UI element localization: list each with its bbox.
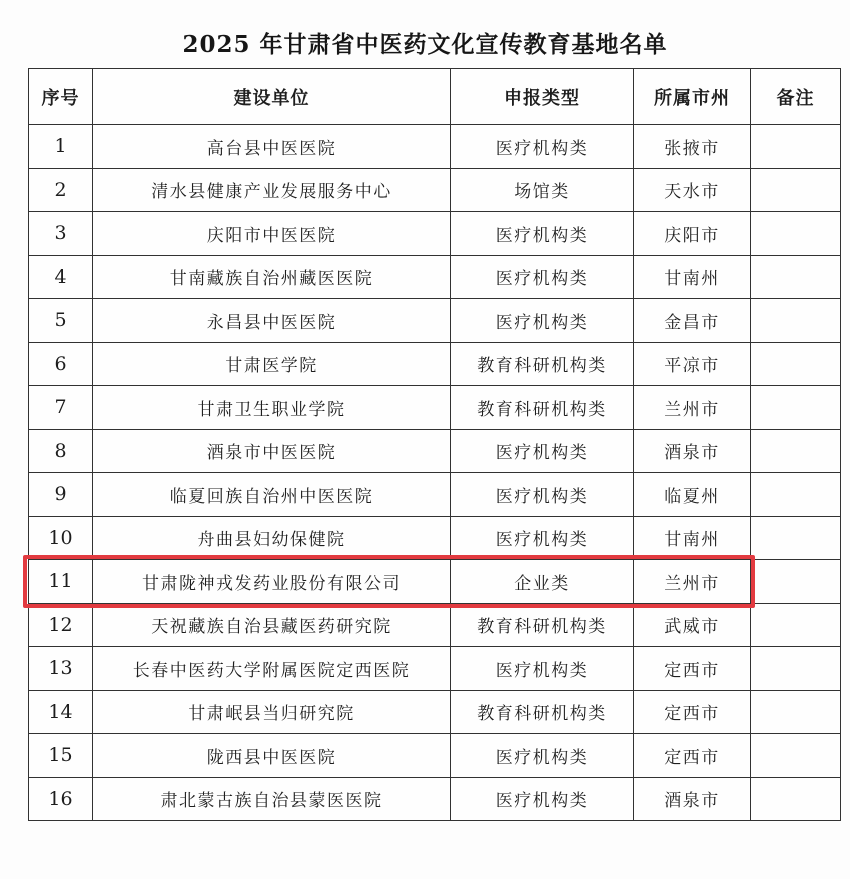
table-row <box>29 560 841 604</box>
table-row <box>29 299 841 343</box>
cell-city: 甘南州 <box>634 516 751 560</box>
cell-type: 教育科研机构类 <box>451 603 634 647</box>
cell-unit: 清水县健康产业发展服务中心 <box>93 168 451 212</box>
table-row <box>29 386 841 430</box>
cell-index: 15 <box>29 734 93 778</box>
table-row <box>29 255 841 299</box>
cell-unit: 甘肃卫生职业学院 <box>93 386 451 430</box>
cell-remark <box>751 647 841 691</box>
cell-city: 兰州市 <box>634 386 751 430</box>
cell-remark <box>751 473 841 517</box>
cell-city: 金昌市 <box>634 299 751 343</box>
table-row <box>29 473 841 517</box>
table-row <box>29 212 841 256</box>
header-cell-city: 所属市州 <box>634 69 751 125</box>
cell-remark <box>751 516 841 560</box>
cell-city: 酒泉市 <box>634 429 751 473</box>
cell-type: 医疗机构类 <box>451 212 634 256</box>
cell-city: 酒泉市 <box>634 777 751 821</box>
cell-type: 医疗机构类 <box>451 429 634 473</box>
table-row <box>29 168 841 212</box>
cell-type: 医疗机构类 <box>451 473 634 517</box>
cell-type: 医疗机构类 <box>451 299 634 343</box>
table-body <box>29 125 841 821</box>
cell-index: 7 <box>29 386 93 430</box>
cell-unit: 舟曲县妇幼保健院 <box>93 516 451 560</box>
cell-unit: 肃北蒙古族自治县蒙医医院 <box>93 777 451 821</box>
header-cell-remark: 备注 <box>751 69 841 125</box>
table-row <box>29 734 841 778</box>
cell-remark <box>751 429 841 473</box>
table-row <box>29 342 841 386</box>
cell-index: 16 <box>29 777 93 821</box>
cell-remark <box>751 299 841 343</box>
cell-unit: 甘肃陇神戎发药业股份有限公司 <box>93 560 451 604</box>
cell-type: 医疗机构类 <box>451 125 634 169</box>
cell-type: 医疗机构类 <box>451 516 634 560</box>
cell-index: 2 <box>29 168 93 212</box>
cell-unit: 永昌县中医医院 <box>93 299 451 343</box>
cell-index: 8 <box>29 429 93 473</box>
cell-type: 医疗机构类 <box>451 734 634 778</box>
cell-unit: 甘肃岷县当归研究院 <box>93 690 451 734</box>
cell-city: 武威市 <box>634 603 751 647</box>
base-list-table <box>28 68 841 821</box>
cell-unit: 临夏回族自治州中医医院 <box>93 473 451 517</box>
cell-index: 1 <box>29 125 93 169</box>
cell-remark <box>751 212 841 256</box>
cell-index: 5 <box>29 299 93 343</box>
cell-index: 6 <box>29 342 93 386</box>
cell-type: 医疗机构类 <box>451 255 634 299</box>
cell-type: 企业类 <box>451 560 634 604</box>
cell-remark <box>751 560 841 604</box>
cell-city: 庆阳市 <box>634 212 751 256</box>
cell-remark <box>751 168 841 212</box>
table-row <box>29 429 841 473</box>
cell-city: 甘南州 <box>634 255 751 299</box>
cell-index: 11 <box>29 560 93 604</box>
header-cell-unit: 建设单位 <box>93 69 451 125</box>
cell-city: 平凉市 <box>634 342 751 386</box>
table-row <box>29 125 841 169</box>
cell-type: 教育科研机构类 <box>451 690 634 734</box>
cell-city: 天水市 <box>634 168 751 212</box>
cell-remark <box>751 734 841 778</box>
cell-remark <box>751 255 841 299</box>
cell-unit: 长春中医药大学附属医院定西医院 <box>93 647 451 691</box>
cell-index: 13 <box>29 647 93 691</box>
cell-unit: 酒泉市中医医院 <box>93 429 451 473</box>
header-cell-type: 申报类型 <box>451 69 634 125</box>
table-row <box>29 690 841 734</box>
page-title: 2025 年甘肃省中医药文化宣传教育基地名单 <box>182 31 668 58</box>
table-row <box>29 647 841 691</box>
cell-remark <box>751 342 841 386</box>
cell-unit: 陇西县中医医院 <box>93 734 451 778</box>
header-cell-index: 序号 <box>29 69 93 125</box>
cell-index: 14 <box>29 690 93 734</box>
cell-unit: 高台县中医医院 <box>93 125 451 169</box>
cell-index: 9 <box>29 473 93 517</box>
cell-remark <box>751 603 841 647</box>
cell-index: 12 <box>29 603 93 647</box>
cell-type: 医疗机构类 <box>451 647 634 691</box>
cell-city: 临夏州 <box>634 473 751 517</box>
cell-unit: 天祝藏族自治县藏医药研究院 <box>93 603 451 647</box>
cell-index: 3 <box>29 212 93 256</box>
cell-city: 定西市 <box>634 734 751 778</box>
cell-city: 张掖市 <box>634 125 751 169</box>
cell-remark <box>751 690 841 734</box>
cell-city: 兰州市 <box>634 560 751 604</box>
cell-type: 场馆类 <box>451 168 634 212</box>
cell-city: 定西市 <box>634 690 751 734</box>
cell-type: 教育科研机构类 <box>451 386 634 430</box>
cell-type: 教育科研机构类 <box>451 342 634 386</box>
cell-index: 4 <box>29 255 93 299</box>
cell-unit: 甘南藏族自治州藏医医院 <box>93 255 451 299</box>
cell-remark <box>751 125 841 169</box>
cell-remark <box>751 777 841 821</box>
table-row <box>29 777 841 821</box>
cell-city: 定西市 <box>634 647 751 691</box>
cell-remark <box>751 386 841 430</box>
table-row <box>29 603 841 647</box>
cell-unit: 甘肃医学院 <box>93 342 451 386</box>
header-row <box>29 69 841 125</box>
table-row <box>29 516 841 560</box>
cell-unit: 庆阳市中医医院 <box>93 212 451 256</box>
cell-index: 10 <box>29 516 93 560</box>
cell-type: 医疗机构类 <box>451 777 634 821</box>
